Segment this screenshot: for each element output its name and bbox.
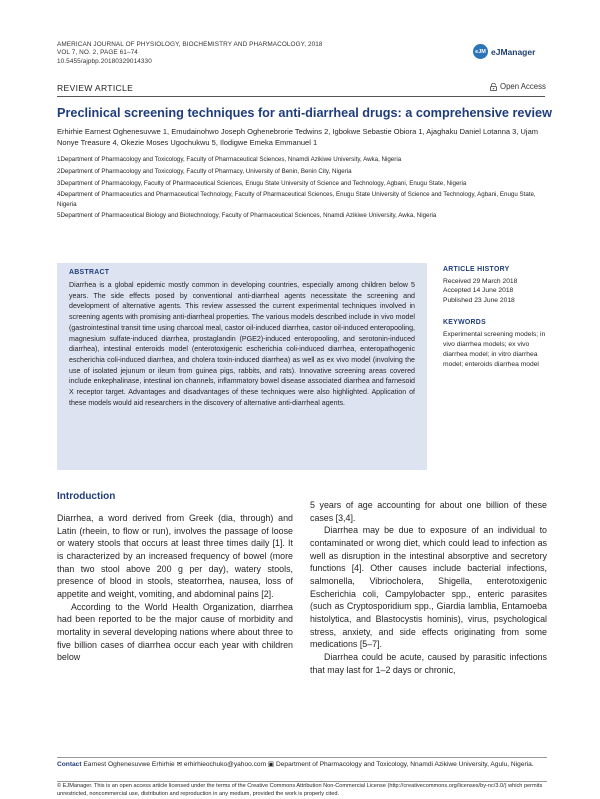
affiliations xyxy=(57,155,547,223)
affiliation-4: 4Department of Pharmaceutics and Pharmaceutical Technology, Faculty of Pharmaceutical Sciences, Enugu State University of Science and Technology, Agbani, Enugu State, Nigeria xyxy=(57,191,536,208)
article-title: Preclinical screening techniques for anti-diarrheal drugs: a comprehensive review xyxy=(57,106,552,120)
journal-volume: VOL 7, NO. 2, PAGE 61–74 xyxy=(57,49,138,57)
email-icon: ✉ xyxy=(176,761,183,768)
intro-paragraph-4: Diarrhea could be acute, caused by parasitic infections that may last for 1–2 days or chronic, xyxy=(310,651,547,675)
contact-address: Department of Pharmacology and Toxicology, Nnamdi Azikiwe University, Agulu, Nigeria. xyxy=(276,761,534,768)
body-column-left xyxy=(57,512,293,664)
journal-citation xyxy=(57,41,323,66)
address-icon: ▣ xyxy=(267,761,275,768)
contact-label: Contact xyxy=(57,761,82,768)
ejmanager-logo-icon: eJM xyxy=(473,44,488,59)
open-access-lock-icon xyxy=(490,83,497,91)
license-divider xyxy=(57,781,547,782)
contact-email[interactable]: erhirhieochuko@yahoo.com xyxy=(183,761,267,768)
abstract-text: Diarrhea is a global epidemic mostly common in developing countries, especially among children below 5 years. The side effects posed by conventional anti-diarrheal agents necessitate the screening and development of alternative agents. This review assessed the current experimental techniques involved in screening agents with promising anti-diarrheal properties. The various models described include in vivo model (gastrointestinal transit time using charcoal meal, castor oil-induced diarrhea, castor oil-induced enteropooling, magnesium sulfate-induced diarrhea, prostaglandin (PGE2)-induced enteropooling, and serotonin-induced diarrhea), intestinal enteroids model (enterotoxigenic escherichia coli-induced diarrhea, enteropathogenic escherichia coli-induced diarrhea, and cholera toxin-induced diarrhea) as well as ex vivo model (involving the use of isolated jejunum or ileum from guinea pigs, rabbits, and rats). Innovative screening areas covered include enkephalinase, intestinal ion channels, inflammatory bowel disease associated diarrhea and farnesoid X receptor target. Advantages and disadvantages of these techniques were also highlighted. Application of these models would aid researchers in the discovery of alternative anti-diarrheal agents. xyxy=(69,281,415,407)
abstract-box xyxy=(57,263,427,470)
intro-paragraph-3: Diarrhea may be due to exposure of an individual to contaminated or wrong diet, which could lead to infection as well as disruption in the intestinal absorptive and secretory functions [4]. Other causes include bacterial infections, salmonella, Vibriocholera, Shigella, enterotoxigenic Escherichia coli, Campylobacter spp., enteric parasites (such as Cryptosporidium spp., Giardia lamblia, Entamoeba histolytica, and Blastocystis hominis), virus, psychological stress, anxiety, and side effects originating from some medications [5–7]. xyxy=(310,525,547,650)
received-date: Received 29 March 2018 xyxy=(443,278,518,285)
publisher-name: eJManager xyxy=(491,46,536,57)
article-type: REVIEW ARTICLE xyxy=(57,83,134,93)
open-access-badge xyxy=(490,82,546,91)
contact-divider xyxy=(57,757,547,758)
open-access-label: Open Access xyxy=(500,82,546,91)
abstract-heading: ABSTRACT xyxy=(69,269,110,276)
body-column-right xyxy=(310,499,547,676)
affiliation-3: 3Department of Pharmacology, Faculty of Pharmaceutical Sciences, Enugu State University of Science and Technology, Agbani, Enugu State, Nigeria xyxy=(57,179,467,187)
contact-block xyxy=(57,760,547,770)
author-list: Erhirhie Earnest Oghenesuvwe 1, Emudainohwo Joseph Oghenebrorie Tedwins 2, Igbokwe Sebastie Obiora 1, Ajaghaku Daniel Lotanna 3, Ujam Nonye Treasure 4, Okezie Moses Ugochukwu 5, Ilodigwe Emeka Emmanuel 1 xyxy=(57,127,538,147)
affiliation-5: 5Department of Pharmaceutical Biology and Biotechnology, Faculty of Pharmaceutical Sciences, Nnamdi Azikiwe University, Awka, Nigeria xyxy=(57,212,437,220)
affiliation-1: 1Department of Pharmacology and Toxicology, Faculty of Pharmaceutical Sciences, Nnamdi Azikiwe University, Awka, Nigeria xyxy=(57,156,402,163)
license-text: © EJManager. This is an open access article licensed under the terms of the Creative Commons Attribution Non-Commercial License (http://creativecommons.org/licenses/by-nc/3.0/) which permits unrestricted, noncommercial use, distribution and reproduction in any medium, provided the work is properly cited. xyxy=(57,783,543,797)
intro-paragraph-2: According to the World Health Organization, diarrhea had been reported to be the major cause of morbidity and mortality in several developing nations where about three to five billion cases of diarrhea occur each year with children below xyxy=(57,601,293,663)
published-date: Published 23 June 2018 xyxy=(443,296,515,304)
accepted-date: Accepted 14 June 2018 xyxy=(443,287,514,295)
journal-name: AMERICAN JOURNAL OF PHYSIOLOGY, BIOCHEMISTRY AND PHARMACOLOGY, 2018 xyxy=(57,41,323,48)
keywords-text: Experimental screening models; in vivo diarrhea models; ex vivo diarrhea model; in vitro diarrhea model; enteroids diarrhea model xyxy=(443,331,546,369)
journal-doi[interactable]: 10.5455/ajpbp.20180329014330 xyxy=(57,57,152,65)
publisher-logo xyxy=(473,44,535,59)
introduction-heading: Introduction xyxy=(57,491,116,502)
intro-paragraph-2-cont: 5 years of age accounting for about one billion of these cases [3,4]. xyxy=(310,500,547,523)
intro-paragraph-1: Diarrhea, a word derived from Greek (dia, through) and Latin (rheein, to flow or run), involves the passage of loose or watery stools that occurs at least three times daily [1]. It is characterized by an increased frequency of bowel (more than two stool above 200 g per day), watery stools, presence of blood in stools, steatorrhea, nausea, loss of appetite and weight, vomiting, and abdominal pains [2]. xyxy=(57,513,293,599)
header-divider xyxy=(57,96,545,97)
article-sidebar xyxy=(443,266,547,370)
keywords-heading: KEYWORDS xyxy=(443,319,486,327)
affiliation-2: 2Department of Pharmacology and Toxicology, Faculty of Pharmacy, University of Benin, Benin City, Nigeria xyxy=(57,167,352,175)
contact-name: Earnest Oghenesuvwe Erhirhie xyxy=(83,761,175,768)
article-history-heading: ARTICLE HISTORY xyxy=(443,266,510,273)
